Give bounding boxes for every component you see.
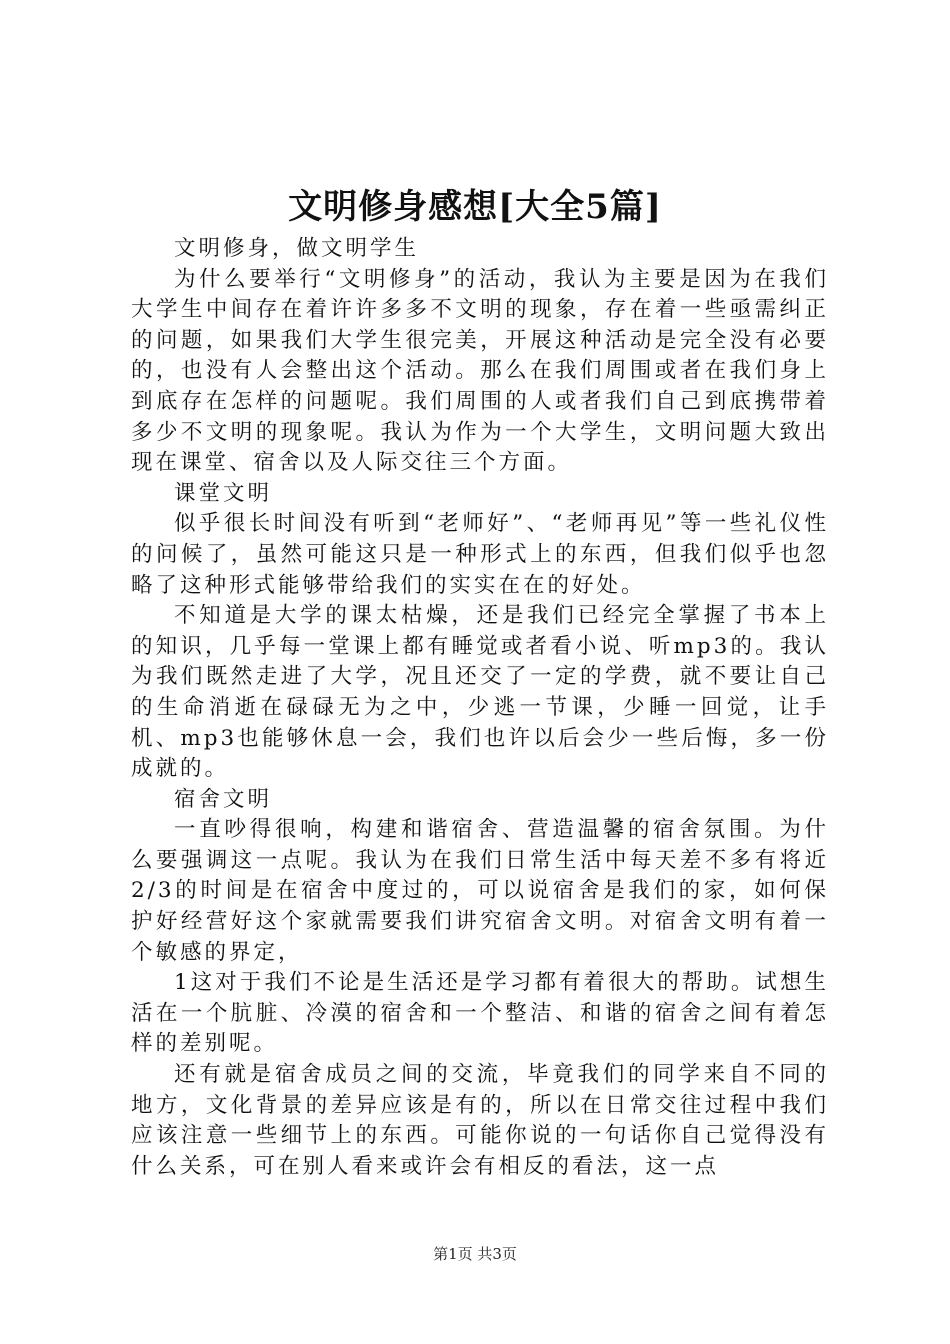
document-body [131, 234, 829, 1182]
document-title: 文明修身感想[大全5篇] [288, 187, 662, 227]
paragraph: 还有就是宿舍成员之间的交流，毕竟我们的同学来自不同的地方，文化背景的差异应该是有的，所以在日常交往过程中我们应该注意一些细节上的东西。可能你说的一句话你自己觉得没有什么关系，可在别人看来或许会有相反的看法，这一点 [131, 1062, 829, 1179]
paragraph: 不知道是大学的课太枯燥，还是我们已经完全掌握了书本上的知识，几乎每一堂课上都有睡觉或者看小说、听mp3的。我认为我们既然走进了大学，况且还交了一定的学费，就不要让自己的生命消逝在碌碌无为之中，少逃一节课，少睡一回觉，让手机、mp3也能够休息一会，我们也许以后会少一些后悔，多一份成就的。 [131, 603, 829, 782]
paragraph: 1这对于我们不论是生活还是学习都有着很大的帮助。试想生活在一个肮脏、冷漠的宿舍和一个整洁、和谐的宿舍之间有着怎样的差别呢。 [131, 970, 829, 1057]
paragraph: 似乎很长时间没有听到“老师好”、“老师再见”等一些礼仪性的问候了，虽然可能这只是一种形式上的东西，但我们似乎也忽略了这种形式能够带给我们的实实在在的好处。 [131, 511, 829, 598]
paragraph: 一直吵得很响，构建和谐宿舍、营造温馨的宿舍氛围。为什么要强调这一点呢。我认为在我们日常生活中每天差不多有将近2/3的时间是在宿舍中度过的，可以说宿舍是我们的家，如何保护好经营好这个家就需要我们讲究宿舍文明。对宿舍文明有着一个敏感的界定， [131, 817, 829, 965]
page-number-footer: 第1页 共3页 [433, 1245, 517, 1263]
section-heading-dormitory: 宿舍文明 [174, 786, 273, 812]
paragraph-subtitle: 文明修身，做文明学生 [174, 236, 420, 261]
paragraph: 为什么要举行“文明修身”的活动，我认为主要是因为在我们大学生中间存在着许许多多不文明的现象，存在着一些亟需纠正的问题，如果我们大学生很完美，开展这种活动是完全没有必要的，也没有人会整出这个活动。那么在我们周围或者在我们身上到底存在怎样的问题呢。我们周围的人或者我们自己到底携带着多少不文明的现象呢。我认为作为一个大学生，文明问题大致出现在课堂、宿舍以及人际交往三个方面。 [131, 266, 829, 476]
section-heading-classroom: 课堂文明 [174, 480, 273, 506]
